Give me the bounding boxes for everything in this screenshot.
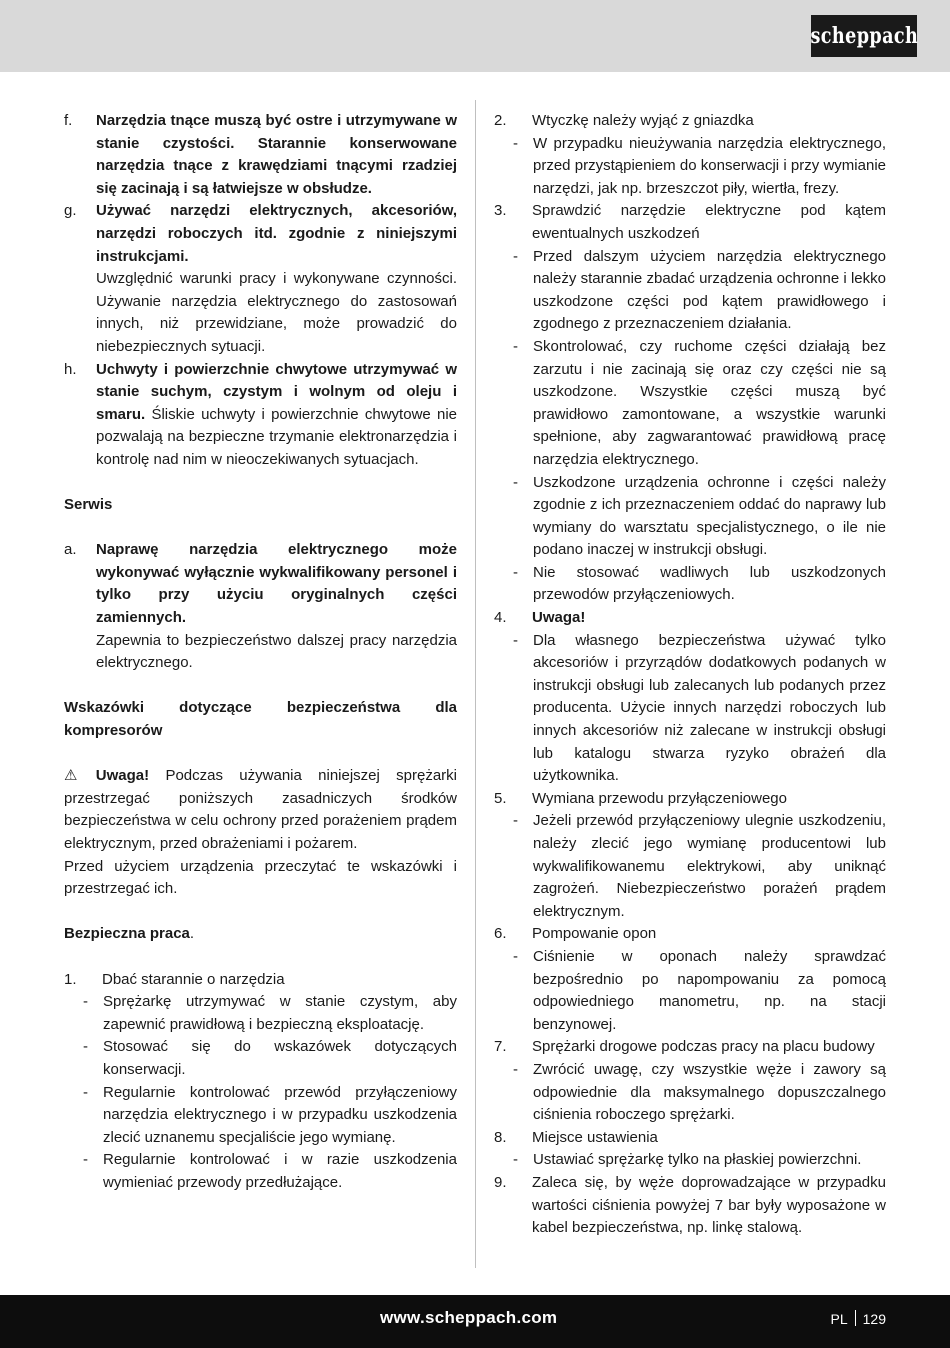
brand-name: scheppach [810,23,918,49]
numbered-item-4 [494,607,886,630]
dash-list [494,1149,886,1172]
footer-url-link[interactable]: www.scheppach.com [380,1308,558,1327]
dash-bullet: - [83,1151,88,1169]
item-label: 7. [494,1038,507,1056]
dash-item-text: Ciśnienie w oponach należy sprawdzać bezpośrednio po napompowaniu za pomocą odpowiedniego manometru, np. na stacji benzynowej. [533,947,886,1033]
warning-label: Uwaga! [95,767,150,785]
item-label: 4. [494,609,507,627]
item-bold-text: Narzędzia tnące muszą być ostre i utrzymywane w stanie czystości. Starannie konserwowane narzędzia tnące z krawędziami tnącymi rzadziej się zacinają i są łatwiejsze w obsłudze. [96,112,457,197]
dash-list [494,246,886,608]
dash-bullet: - [513,1151,518,1169]
page-header [0,0,950,72]
left-column [64,110,457,1195]
warning-triangle-icon: ⚠ [64,767,78,785]
item-text: Sprężarki drogowe podczas pracy na placu budowy [532,1038,875,1056]
dash-bullet: - [513,134,518,152]
dash-item-text: Skontrolować, czy ruchome części działają bez zarzutu i nie zacinają się oraz czy części nie są uszkodzone. Wszystkie części muszą być prawidłowo zamontowane, a wszystkie warunki spełnione, aby zagwarantować prawidłową pracę narzędzia elektrycznego. [533,337,886,468]
list-item-h [64,359,457,472]
heading-dot: . [189,925,195,943]
dash-item [494,562,886,607]
numbered-item-6 [494,923,886,946]
right-column [494,110,886,1240]
dash-bullet: - [83,1083,88,1101]
item-text: Dbać starannie o narzędzia [102,970,285,988]
item-label: g. [64,202,77,220]
warning-paragraph-2: Przed użyciem urządzenia przeczytać te wskazówki i przestrzegać ich. [64,857,457,898]
item-label: 2. [494,112,507,129]
dash-list [494,946,886,1036]
item-label: 1. [64,970,77,988]
dash-bullet: - [513,812,518,830]
warning-paragraph [64,765,457,855]
item-text: Uwaga! [532,609,586,627]
item-text: Śliskie uchwyty i powierzchnie chwytowe nie pozwalają na bezpieczne trzymanie elektronarzędzia i kontrolę nad nim w nieoczekiwanych sytuacjach. [96,405,458,468]
dash-item-text: Uszkodzone urządzenia ochronne i części należy zgodnie z ich przeznaczeniem oddać do naprawy lub wymiany do warsztatu specjalistycznego, o ile nie podano inaczej w instrukcji obsługi. [533,473,886,559]
item-label: 9. [494,1173,507,1191]
numbered-item-2 [494,110,886,133]
dash-list [494,630,886,788]
item-text: Wymiana przewodu przyłączeniowego [532,789,787,807]
language-code: PL [830,1311,848,1327]
heading-text: Serwis [64,496,113,514]
dash-item [494,472,886,562]
dash-item-text: Zwrócić uwagę, czy wszystkie węże i zawory są odpowiednie dla maksymalnego dopuszczalnego ciśnienia roboczego sprężarki. [533,1060,886,1124]
scheppach-logo [811,15,917,57]
dash-list [494,1059,886,1127]
dash-item [494,336,886,472]
section-heading-serwis [64,494,457,517]
item-bold-text: Uchwyty i powierzchnie chwytowe utrzymywać w stanie suchym, czystym i wolnym od oleju i smaru. [96,360,457,423]
dash-item [64,1036,457,1081]
numbered-item-9 [494,1172,886,1240]
list-item-g [64,200,457,358]
item-text: Miejsce ustawienia [532,1128,658,1146]
numbered-item-8 [494,1127,886,1150]
dash-item-text: Regularnie kontrolować przewód przyłączeniowy narzędzia elektrycznego i w przypadku uszkodzenia zlecić uznanemu specjaliście jego wymianę. [103,1083,457,1146]
heading-text: Bezpieczna praca [64,925,190,943]
item-label: 8. [494,1128,507,1146]
heading-text: Wskazówki dotyczące bezpieczeństwa dla kompresorów [64,699,457,740]
dash-list [494,810,886,923]
dash-item [494,246,886,336]
dash-item [494,1149,886,1172]
dash-item [494,810,886,923]
dash-item [64,1082,457,1150]
dash-item [494,946,886,1036]
item-text: Wtyczkę należy wyjąć z gniazdka [532,112,754,129]
page-number: 129 [862,1311,886,1327]
dash-item [64,1149,457,1194]
item-label: 6. [494,925,507,943]
dash-item-text: Sprężarkę utrzymywać w stanie czystym, aby zapewnić prawidłową i bezpieczną eksploatację. [103,993,457,1033]
item-text: Sprawdzić narzędzie elektryczne pod kątem ewentualnych uszkodzeń [532,202,886,242]
item-label: h. [64,360,77,378]
dash-bullet: - [513,247,518,265]
dash-item-text: Nie stosować wadliwych lub uszkodzonych przewodów przyłączeniowych. [533,563,886,604]
dash-list [64,991,457,1194]
dash-item [494,630,886,788]
dash-item-text: W przypadku nieużywania narzędzia elektrycznego, przed przystąpieniem do konserwacji i przy wymianie narzędzi, jak np. brzeszczot piły, wiertła, frezy. [533,134,886,197]
list-item-a [64,539,457,675]
dash-item-text: Jeżeli przewód przyłączeniowy ulegnie uszkodzeniu, należy zlecić jego wymianę producentowi lub wykwalifikowanemu elektrykowi, aby uniknąć zagrożeń. Niebezpieczeństwo porażeń prądem elektrycznym. [533,812,886,920]
dash-item-text: Dla własnego bezpieczeństwa używać tylko akcesoriów i przyrządów dodatkowych podanych w instrukcji obsługi lub zalecanych lub podanych przez producenta. Użycie innych narzędzi roboczych lub innych akcesoriów niż zalecane w instrukcji obsługi lub katalogu stwarza ryzyko obrażeń dla użytkownika. [533,631,886,785]
item-label: 5. [494,789,507,807]
dash-item [64,991,457,1036]
dash-item [494,133,886,201]
dash-item [494,1059,886,1127]
page-footer [0,1295,950,1348]
dash-item-text: Stosować się do wskazówek dotyczących konserwacji. [103,1038,457,1078]
page-indicator [831,1310,886,1327]
separator-line [855,1310,856,1326]
dash-item-text: Ustawiać sprężarkę tylko na płaskiej powierzchni. [533,1151,862,1169]
item-text: Zaleca się, by węże doprowadzające w przypadku wartości ciśnienia powyżej 7 bar były wyposażone w kabel bezpieczeństwa, np. linkę stalową. [532,1173,886,1237]
item-text: Uwzględnić warunki pracy i wykonywane czynności. Używanie narzędzia elektrycznego do zastosowań innych, niż przewidziane, może prowadzić do niebezpiecznych sytuacji. [96,270,457,355]
section-heading-safe-work [64,923,457,946]
list-item-f [64,110,457,200]
item-label: 3. [494,202,507,220]
item-bold-text: Naprawę narzędzia elektrycznego może wykonywać wyłącznie wykwalifikowany personel i tylko przy użyciu oryginalnych części zamiennych. [96,541,457,627]
dash-bullet: - [513,947,518,965]
numbered-item-7 [494,1036,886,1059]
dash-list [494,133,886,201]
item-label: f. [64,112,73,129]
dash-bullet: - [513,337,518,355]
dash-item-text: Przed dalszym użyciem narzędzia elektrycznego należy starannie zbadać urządzenia ochronne i lekko uszkodzone części pod kątem prawidłowego i zgodnego z przeznaczeniem działania. [533,247,886,333]
item-text: Zapewnia to bezpieczeństwo dalszej pracy narzędzia elektrycznego. [96,631,457,672]
dash-bullet: - [83,1038,88,1056]
item-text: Pompowanie opon [532,925,657,943]
dash-bullet: - [513,1060,518,1078]
dash-bullet: - [513,631,518,649]
section-heading-kompresory [64,697,457,742]
item-bold-text: Używać narzędzi elektrycznych, akcesoriów, narzędzi roboczych itd. zgodnie z niniejszymi instrukcjami. [96,202,457,265]
item-label: a. [64,541,77,559]
numbered-item-5 [494,788,886,811]
dash-bullet: - [513,563,518,581]
numbered-item-1 [64,969,457,992]
warning-text: Podczas używania niniejszej sprężarki przestrzegać poniższych zasadniczych środków bezpieczeństwa w celu ochrony przed porażeniem prądem elektrycznym, przed obrażeniami i pożarem. [64,767,458,852]
dash-bullet: - [513,473,518,491]
dash-bullet: - [83,993,88,1011]
dash-item-text: Regularnie kontrolować i w razie uszkodzenia wymieniać przewody przedłużające. [103,1151,457,1191]
column-divider [475,100,476,1268]
numbered-item-3 [494,200,886,245]
